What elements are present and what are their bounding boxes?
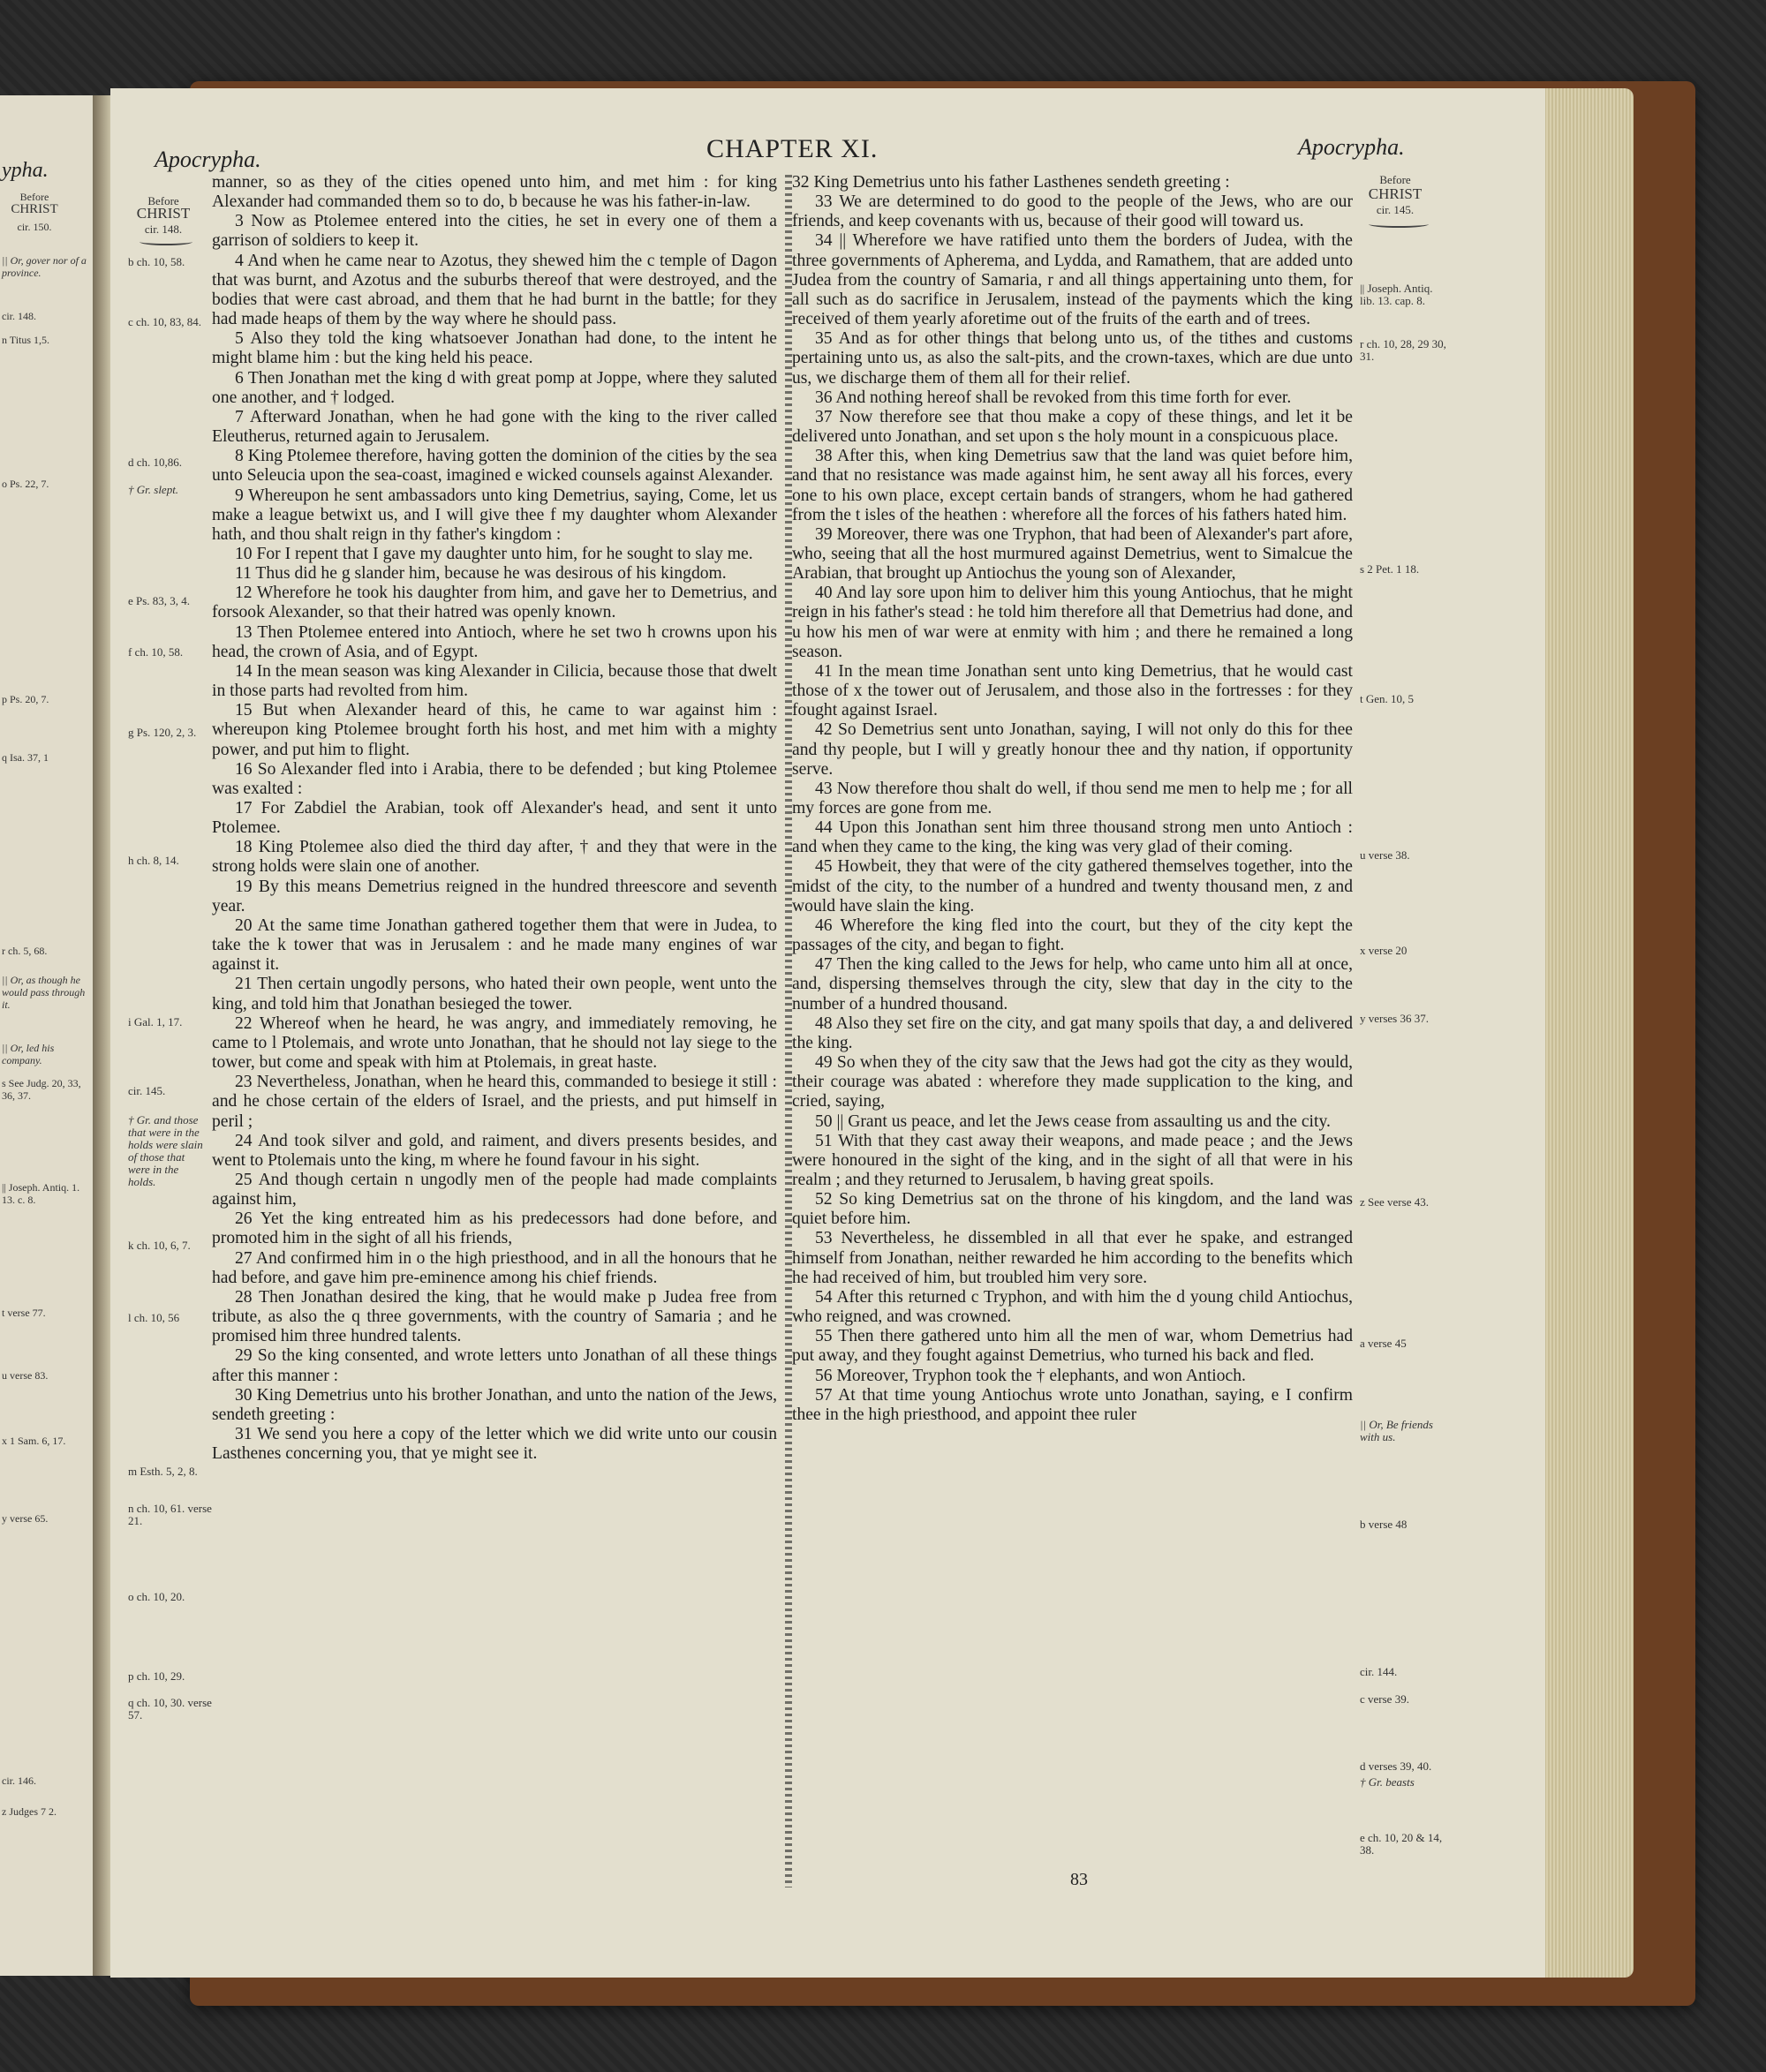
left-note: z Judges 7 2.: [2, 1805, 57, 1818]
verse-paragraph: 31 We send you here a copy of the letter which we did write unto our cousin Lasthenes concerning you, that ye might see it.: [212, 1425, 777, 1464]
left-note: q Isa. 37, 1: [2, 751, 49, 764]
verse-paragraph: 44 Upon this Jonathan sent him three thousand strong men unto Antioch : and when they came to the king, the king was very glad of their coming.: [792, 818, 1353, 857]
margin-note: p ch. 10, 29.: [128, 1669, 185, 1683]
verse-paragraph: 4 And when he came near to Azotus, they shewed him the c temple of Dagon that was burnt, and Azotus and the suburbs thereof that were destroyed, and the bodies that were cast abroad, and them that he had burnt in the battle; for they had made heaps of them by the way where he should pass.: [212, 251, 777, 329]
left-note: p Ps. 20, 7.: [2, 693, 49, 705]
margin-note: r ch. 10, 28, 29 30, 31.: [1360, 337, 1446, 363]
margin-note: || Or, Be friends with us.: [1360, 1418, 1433, 1443]
verse-paragraph: 56 Moreover, Tryphon took the † elephants, and won Antioch.: [815, 1366, 1246, 1385]
verse-paragraph: 28 Then Jonathan desired the king, that he would make p Judea free from tribute, as also the q three governments, with the country of Samaria ; and he promised him three hundred talents.: [212, 1287, 777, 1346]
margin-right-christ: CHRIST: [1368, 185, 1423, 202]
verse-paragraph: 14 In the mean season was king Alexander in Cilicia, because those that dwelt in those parts had revolted from him.: [212, 661, 777, 701]
margin-note: cir. 144.: [1360, 1665, 1398, 1678]
verse-paragraph: 25 And though certain n ungodly men of the people had made complaints against him,: [212, 1170, 777, 1209]
margin-note: q ch. 10, 30. verse 57.: [128, 1696, 212, 1722]
margin-note: † Gr. beasts: [1360, 1775, 1415, 1789]
verse-paragraph: 34 || Wherefore we have ratified unto them the borders of Judea, with the three governments of Apherema, and Lydda, and Ramathem, that are added unto Judea from the country of Samaria, r and all things appertaining unto them, for all such as do sacrifice in Jerusalem, instead of the payments which the king received of them yearly aforetime out of the fruits of the earth and of trees.: [792, 231, 1353, 329]
margin-note: x verse 20: [1360, 944, 1408, 957]
margin-note: l ch. 10, 56: [128, 1311, 180, 1324]
left-christ: CHRIST: [11, 202, 58, 216]
margin-left-cir: cir. 148.: [144, 222, 183, 236]
verse-paragraph: 29 So the king consented, and wrote letters unto Jonathan of all these things after this manner :: [212, 1346, 777, 1385]
header-right: Apocrypha.: [1298, 134, 1405, 160]
verse-paragraph: 22 Whereof when he heard, he was angry, and immediately removing, he came to l Ptolemais, and wrote unto Jonathan, that he should not lay siege to the tower, but come and speak with him at Ptolemais, in great haste.: [212, 1013, 777, 1073]
margin-left-before: Before: [147, 194, 179, 207]
verse-paragraph: 19 By this means Demetrius reigned in the hundred threescore and seventh year.: [212, 877, 777, 915]
margin-note: u verse 38.: [1360, 848, 1410, 862]
verse-paragraph: 33 We are determined to do good to the people of the Jews, who are our friends, and keep covenants with us, because of their good will toward us.: [792, 192, 1353, 231]
margin-note: e Ps. 83, 3, 4.: [128, 594, 191, 607]
verse-paragraph: 26 Yet the king entreated him as his predecessors had done before, and promoted him in the sight of all his friends,: [212, 1209, 777, 1248]
margin-note: d verses 39, 40.: [1360, 1759, 1432, 1773]
verse-paragraph: 41 In the mean time Jonathan sent unto king Demetrius, that he would cast those of x the tower out of Jerusalem, and those also in the fortresses : for they fought against Israel.: [792, 661, 1353, 720]
left-note: o Ps. 22, 7.: [2, 478, 49, 490]
left-note: || Or, as though he would pass through it.: [2, 974, 86, 1011]
margin-right-flourish: [1369, 221, 1429, 228]
verse-paragraph: 20 At the same time Jonathan gathered together them that were in Judea, to take the k tower that was in Jerusalem : and he made many engines of war against it.: [212, 915, 777, 975]
page-gutter: [93, 95, 110, 1976]
margin-note: f ch. 10, 58.: [128, 645, 184, 659]
verse-paragraph: 35 And as for other things that belong unto us, of the tithes and customs pertaining unto us, as also the salt-pits, and the crown-taxes, which are due unto us, we discharge them of them all for their relief.: [792, 329, 1353, 388]
margin-note: m Esth. 5, 2, 8.: [128, 1465, 198, 1478]
margin-note: cir. 145.: [128, 1084, 166, 1097]
margin-note: || Joseph. Antiq. lib. 13. cap. 8.: [1360, 282, 1433, 307]
margin-note: c ch. 10, 83, 84.: [128, 315, 202, 328]
verse-paragraph: 23 Nevertheless, Jonathan, when he heard this, commanded to besiege it still : and he chose certain of the elders of Israel, and the priests, and put himself in peril ;: [212, 1073, 777, 1131]
margin-note: c verse 39.: [1360, 1692, 1409, 1706]
verse-paragraph: 27 And confirmed him in o the high priesthood, and in all the honours that he had before, and gave him pre-eminence among his chief friends.: [212, 1248, 777, 1287]
left-before: Before: [19, 191, 49, 203]
left-note: x 1 Sam. 6, 17.: [2, 1435, 66, 1447]
margin-note: g Ps. 120, 2, 3.: [128, 726, 197, 739]
margin-note: n ch. 10, 61. verse 21.: [128, 1502, 212, 1527]
margin-note: t Gen. 10, 5: [1360, 692, 1415, 705]
verse-paragraph: 38 After this, when king Demetrius saw that the land was quiet before him, and that no resistance was made against him, he sent away all his forces, every one to his own place, except certain bands of strangers, whom he had gathered from the t isles of the heathen : wherefore all the forces of his fathers hated him.: [792, 447, 1353, 524]
left-note: n Titus 1,5.: [2, 334, 50, 346]
text-column-1: [212, 173, 777, 1464]
left-note: u verse 83.: [2, 1369, 49, 1382]
header-left: Apocrypha.: [155, 147, 261, 172]
margin-left-flourish: [140, 238, 192, 245]
verse-paragraph: 7 Afterward Jonathan, when he had gone with the king to the river called Eleutherus, returned again to Jerusalem.: [212, 407, 777, 447]
verse-paragraph: 12 Wherefore he took his daughter from him, and gave her to Demetrius, and forsook Alexander, so that their hatred was openly known.: [212, 584, 777, 622]
verse-paragraph: 40 And lay sore upon him to deliver him this young Antiochus, that he might reign in his father's stead : he told him therefore all that Demetrius had done, and u how his men of war were at enmity with him ; and there he remained a long season.: [792, 584, 1353, 661]
page-number: 83: [1070, 1870, 1088, 1889]
margin-note: a verse 45: [1360, 1337, 1407, 1350]
margin-note: k ch. 10, 6, 7.: [128, 1239, 191, 1252]
margin-note: y verses 36 37.: [1360, 1012, 1429, 1025]
verse-paragraph: 24 And took silver and gold, and raiment, and divers presents besides, and went to Ptolemais unto the king, m where he found favour in his sight.: [212, 1131, 777, 1170]
margin-note: o ch. 10, 20.: [128, 1590, 185, 1603]
verse-paragraph: 11 Thus did he g slander him, because he was desirous of his kingdom.: [235, 564, 727, 584]
left-note: || Or, led his company.: [2, 1042, 55, 1066]
margin-note: z See verse 43.: [1360, 1195, 1429, 1209]
verse-paragraph: 16 So Alexander fled into i Arabia, there to be defended ; but king Ptolemee was exalted :: [212, 759, 777, 798]
left-page-header: ypha.: [2, 159, 49, 182]
verse-paragraph: manner, so as they of the cities opened unto him, and met him : for king Alexander had commanded them so to do, b because he was his father-in-law.: [212, 173, 777, 212]
verse-paragraph: 3 Now as Ptolemee entered into the cities, he set in every one of them a garrison of soldiers to keep it.: [212, 212, 777, 251]
verse-paragraph: 6 Then Jonathan met the king d with great pomp at Joppe, where they saluted one another, and † lodged.: [212, 368, 777, 407]
verse-paragraph: 43 Now therefore thou shalt do well, if thou send me men to help me ; for all my forces are gone from me.: [792, 779, 1353, 817]
left-cir: cir. 150.: [17, 221, 52, 233]
verse-paragraph: 39 Moreover, there was one Tryphon, that had been of Alexander's part afore, who, seeing that all the host murmured against Demetrius, went to Simalcue the Arabian, that brought up Antiochus the young son of Alexander,: [792, 524, 1353, 584]
left-note: || Or, gover nor of a province.: [2, 254, 87, 279]
verse-paragraph: 50 || Grant us peace, and let the Jews cease from assaulting us and the city.: [815, 1111, 1331, 1131]
verse-paragraph: 51 With that they cast away their weapons, and made peace ; and the Jews were honoured in the sight of the king, and in the sight of all that were in his realm ; and they returned to Jerusalem, b having great spoils.: [792, 1131, 1353, 1189]
margin-right-before: Before: [1379, 173, 1411, 186]
margin-note: † Gr. slept.: [128, 483, 179, 496]
verse-paragraph: 17 For Zabdiel the Arabian, took off Alexander's head, and sent it unto Ptolemee.: [212, 799, 777, 838]
verse-paragraph: 13 Then Ptolemee entered into Antioch, where he set two h crowns upon his head, the crown of Asia, and of Egypt.: [212, 622, 777, 661]
left-note: t verse 77.: [2, 1307, 46, 1319]
margin-right-cir: cir. 145.: [1376, 203, 1415, 216]
margin-note: s 2 Pet. 1 18.: [1360, 562, 1420, 576]
margin-note: † Gr. and those that were in the holds were slain of those that were in the holds.: [128, 1113, 203, 1188]
verse-paragraph: 37 Now therefore see that thou make a copy of these things, and let it be delivered unto Jonathan, and set upon s the holy mount in a conspicuous place.: [792, 407, 1353, 447]
margin-left-christ: CHRIST: [136, 205, 191, 222]
verse-paragraph: 54 After this returned c Tryphon, and with him the d young child Antiochus, who reigned, and was crowned.: [792, 1287, 1353, 1327]
margin-note: b verse 48: [1360, 1518, 1408, 1531]
verse-paragraph: 47 Then the king called to the Jews for help, who came unto him all at once, and, dispersing themselves through the city, slew that day in the city to the number of a hundred thousand.: [792, 955, 1353, 1013]
verse-paragraph: 36 And nothing hereof shall be revoked from this time forth for ever.: [815, 388, 1292, 407]
left-note: cir. 148.: [2, 310, 36, 322]
left-note: s See Judg. 20, 33, 36, 37.: [2, 1077, 81, 1102]
verse-paragraph: 49 So when they of the city saw that the Jews had got the city as they would, their courage was abated : wherefore they made supplication to the king, and cried, saying,: [792, 1053, 1353, 1111]
verse-paragraph: 52 So king Demetrius sat on the throne of his kingdom, and the land was quiet before him.: [792, 1190, 1353, 1229]
margin-note: b ch. 10, 58.: [128, 255, 185, 268]
verse-paragraph: 30 King Demetrius unto his brother Jonathan, and unto the nation of the Jews, sendeth greeting :: [212, 1385, 777, 1424]
verse-paragraph: 57 At that time young Antiochus wrote unto Jonathan, saying, e I confirm thee in the high priesthood, and appoint thee ruler: [792, 1385, 1353, 1424]
left-page: [0, 95, 94, 1976]
verse-paragraph: 42 So Demetrius sent unto Jonathan, saying, I will not only do this for thee and thy people, but I will y greatly honour thee and thy nation, if opportunity serve.: [792, 720, 1353, 779]
page-edges: [1532, 88, 1634, 1978]
verse-paragraph: 15 But when Alexander heard of this, he came to war against him : whereupon king Ptolemee brought forth his host, and met him with a mighty power, and put him to flight.: [212, 701, 777, 759]
verse-paragraph: 32 King Demetrius unto his father Lasthenes sendeth greeting :: [792, 173, 1230, 192]
verse-paragraph: 46 Wherefore the king fled into the court, but they of the city kept the passages of the city, and began to fight.: [792, 915, 1353, 955]
left-note: cir. 146.: [2, 1774, 36, 1787]
verse-paragraph: 48 Also they set fire on the city, and gat many spoils that day, a and delivered the king.: [792, 1013, 1353, 1052]
margin-note: d ch. 10,86.: [128, 456, 183, 469]
verse-paragraph: 5 Also they told the king whatsoever Jonathan had done, to the intent he might blame him : but the king held his peace.: [212, 329, 777, 368]
verse-paragraph: 21 Then certain ungodly persons, who hated their own people, went unto the king, and told him that Jonathan besieged the tower.: [212, 975, 777, 1013]
verse-paragraph: 53 Nevertheless, he dissembled in all that ever he spake, and estranged himself from Jonathan, neither rewarded he him according to the benefits which he had received of him, but troubled him very sore.: [792, 1229, 1353, 1287]
margin-note: i Gal. 1, 17.: [128, 1015, 183, 1028]
chapter-title: CHAPTER XI.: [706, 134, 879, 163]
verse-paragraph: 55 Then there gathered unto him all the men of war, whom Demetrius had put away, and they fought against Demetrius, who turned his back and fled.: [792, 1327, 1353, 1366]
verse-paragraph: 9 Whereupon he sent ambassadors unto king Demetrius, saying, Come, let us make a league betwixt us, and I will give thee f my daughter whom Alexander hath, and thou shalt reign in thy father's kingdom :: [212, 486, 777, 544]
margin-note: e ch. 10, 20 & 14, 38.: [1360, 1831, 1443, 1857]
margin-note: h ch. 8, 14.: [128, 854, 179, 867]
column-divider: [785, 175, 792, 1887]
left-note: r ch. 5, 68.: [2, 945, 48, 957]
text-column-2: [792, 173, 1353, 1425]
left-note: y verse 65.: [2, 1512, 49, 1525]
verse-paragraph: 18 King Ptolemee also died the third day after, † and they that were in the strong holds were slain one of another.: [212, 838, 777, 877]
left-note: || Joseph. Antiq. 1. 13. c. 8.: [2, 1181, 80, 1206]
verse-paragraph: 45 Howbeit, they that were of the city gathered themselves together, into the midst of the city, to the number of a hundred and twenty thousand men, z and would have slain the king.: [792, 857, 1353, 915]
verse-paragraph: 10 For I repent that I gave my daughter unto him, for he sought to slay me.: [235, 544, 753, 563]
verse-paragraph: 8 King Ptolemee therefore, having gotten the dominion of the cities by the sea unto Seleucia upon the sea-coast, imagined e wicked counsels against Alexander.: [212, 447, 777, 486]
